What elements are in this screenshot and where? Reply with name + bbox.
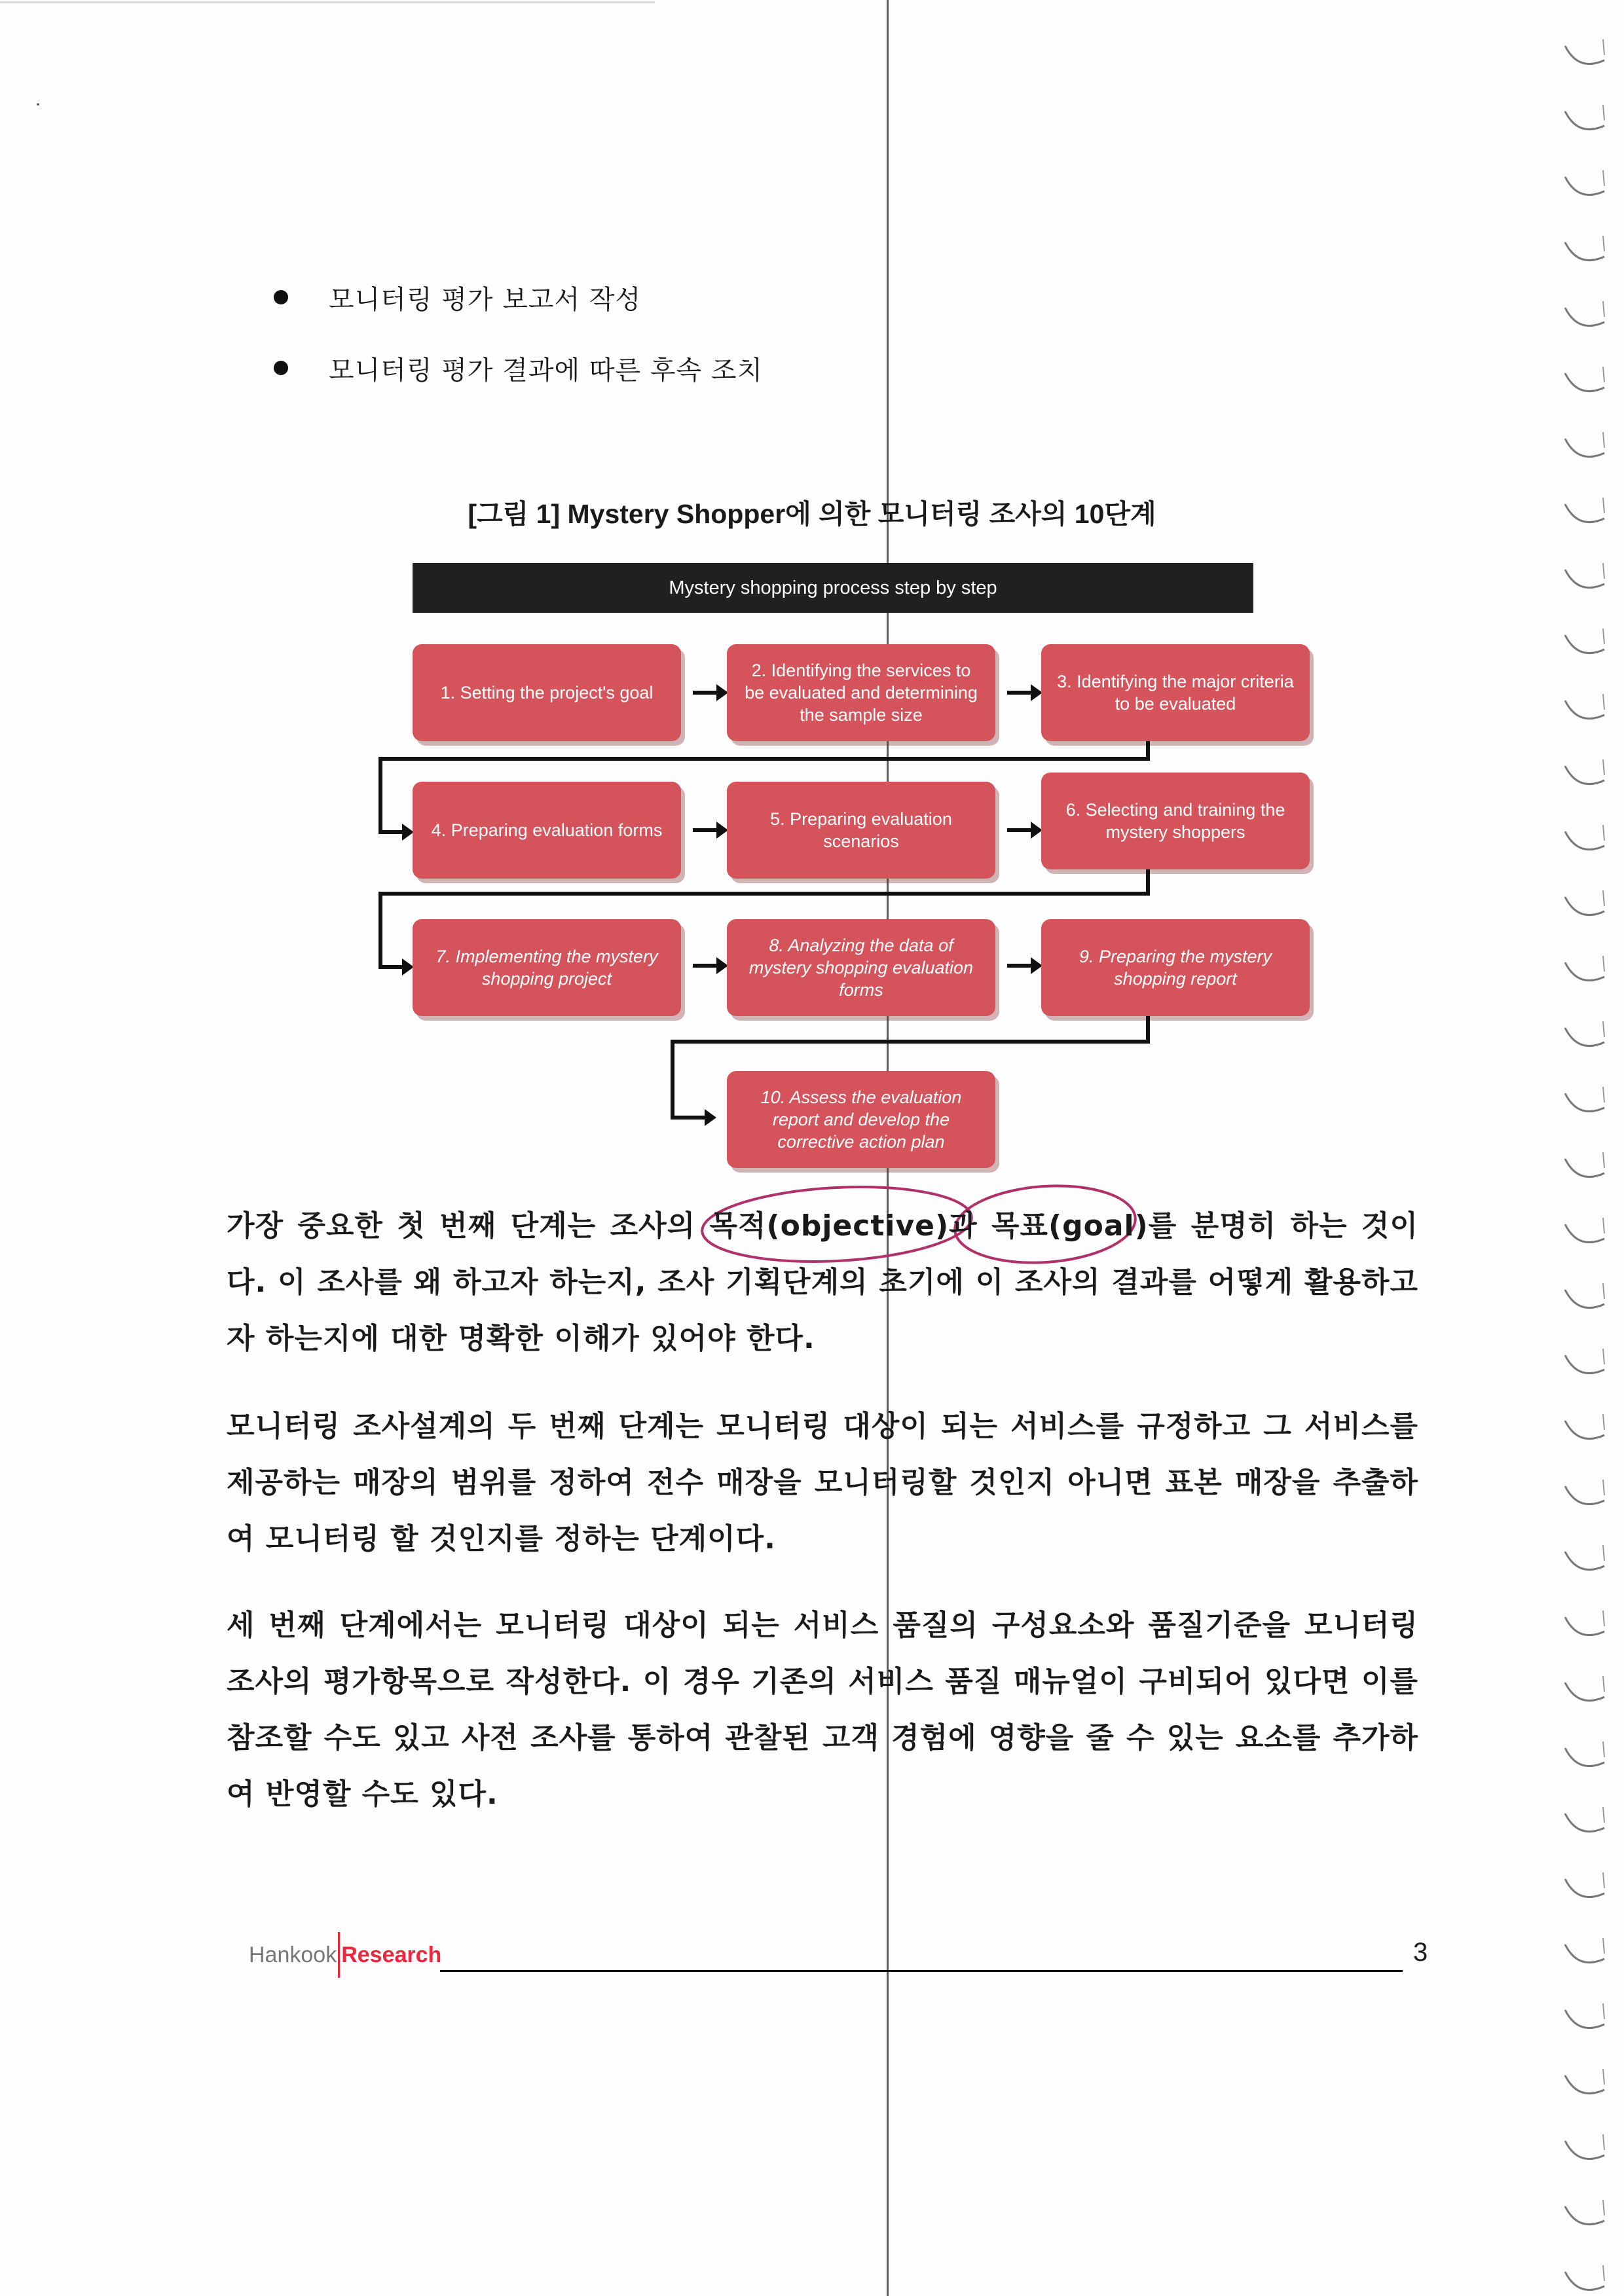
binding-hole-mark <box>1603 367 1604 382</box>
paragraph-step1 <box>227 1198 1418 1367</box>
binding-hole-mark <box>1565 1552 1604 1570</box>
binding-hole-mark <box>1603 890 1604 906</box>
paragraph-step2: 모니터링 조사설계의 두 번째 단계는 모니터링 대상이 되는 서비스를 규정하고 그 서비스를 제공하는 매장의 범위를 정하여 전수 매장을 모니터링할 것인지 아니면 표본 매장을 추출하여 모니터링 할 것인지를 정하는 단계이다. <box>227 1410 1418 1556</box>
binding-hole-mark <box>1603 1545 1604 1561</box>
company-logo: Hankook Research <box>249 1935 441 1975</box>
binding-hole-mark <box>1603 1807 1604 1823</box>
binding-hole-mark <box>1603 1676 1604 1692</box>
binding-hole-mark <box>1565 46 1604 64</box>
binding-hole-mark <box>1603 629 1604 644</box>
binding-hole-mark <box>1603 1741 1604 1757</box>
logo-separator <box>338 1932 340 1978</box>
binding-hole-mark <box>1565 2206 1604 2225</box>
highlighted-term-goal: 목표(goal) <box>991 1209 1149 1243</box>
binding-hole-mark <box>1603 2134 1604 2150</box>
step-box-10: 10. Assess the evaluation report and develop the corrective action plan <box>727 1071 995 1168</box>
binding-hole-mark <box>1565 1944 1604 1963</box>
binding-hole-mark <box>1565 1879 1604 1897</box>
binding-hole-mark <box>1565 242 1604 261</box>
bullet-text: 모니터링 평가 결과에 따른 후속 조치 <box>329 355 764 386</box>
footer-rule <box>440 1970 1403 1972</box>
binding-hole-mark <box>1603 1480 1604 1495</box>
binding-hole-mark <box>1565 2075 1604 2094</box>
binding-hole-mark <box>1603 170 1604 186</box>
step-box-7: 7. Implementing the mystery shopping project <box>413 919 681 1016</box>
binding-hole-mark <box>1565 570 1604 588</box>
binding-hole-mark <box>1603 2069 1604 2085</box>
binding-hole-mark <box>1565 111 1604 130</box>
binding-hole-mark <box>1603 759 1604 775</box>
binding-hole-mark <box>1603 301 1604 317</box>
paragraph-step3: 세 번째 단계에서는 모니터링 대상이 되는 서비스 품질의 구성요소와 품질기준을 모니터링 조사의 평가항목으로 작성한다. 이 경우 기존의 서비스 품질 매뉴얼이 구비되어 있다면 이를 참조할 수도 있고 사전 조사를 통하여 관찰된 고객 경험에 영향을 줄 수 있는 요소를 추가하여 반영할 수도 있다. <box>227 1609 1418 1811</box>
binding-hole-mark <box>1565 831 1604 850</box>
binding-hole-mark <box>1565 1290 1604 1308</box>
step-box-1: 1. Setting the project's goal <box>413 644 681 741</box>
paragraph-text: 를 분명히 하는 것이다. 이 조사를 왜 하고자 하는지, 조사 기획단계의 초기에 이 조사의 결과를 어떻게 활용하고자 하는지에 대한 명확한 이해가 있어야 한다. <box>227 1209 1418 1355</box>
paragraph-text: 과 <box>949 1209 992 1243</box>
binding-hole-mark <box>1565 2141 1604 2159</box>
binding-hole-mark <box>1603 498 1604 513</box>
binding-hole-mark <box>1565 1028 1604 1046</box>
binding-hole-mark <box>1603 2200 1604 2215</box>
binding-hole-mark <box>1603 1938 1604 1954</box>
binding-hole-mark <box>1603 1414 1604 1430</box>
binding-hole-mark <box>1565 1224 1604 1243</box>
binding-hole-mark <box>1565 1617 1604 1635</box>
binding-hole-mark <box>1603 694 1604 710</box>
step-box-2: 2. Identifying the services to be evaluated and determining the sample size <box>727 644 995 741</box>
page-number: 3 <box>1413 1938 1428 1967</box>
binding-hole-mark <box>1565 1093 1604 1112</box>
bullet-text: 모니터링 평가 보고서 작성 <box>329 284 642 315</box>
binding-hole-mark <box>1565 962 1604 981</box>
binding-hole-mark <box>1603 2003 1604 2019</box>
step-box-3: 3. Identifying the major criteria to be evaluated <box>1041 644 1310 741</box>
binding-hole-mark <box>1603 432 1604 448</box>
binding-hole-mark <box>1565 635 1604 653</box>
binding-hole-mark <box>1603 39 1604 55</box>
step-box-6: 6. Selecting and training the mystery shoppers <box>1041 773 1310 869</box>
binding-hole-mark <box>1565 897 1604 915</box>
binding-hole-mark <box>1565 2010 1604 2028</box>
step-box-5: 5. Preparing evaluation scenarios <box>727 782 995 879</box>
binding-hole-mark <box>1603 236 1604 251</box>
binding-hole-mark <box>1565 1683 1604 1701</box>
binding-hole-mark <box>1565 439 1604 457</box>
binding-hole-mark <box>1603 1349 1604 1364</box>
binding-hole-mark <box>1565 504 1604 522</box>
binding-hole-mark <box>1603 825 1604 841</box>
binding-hole-mark <box>1565 701 1604 719</box>
binding-hole-mark <box>1565 373 1604 392</box>
binding-hole-mark <box>1603 1872 1604 1888</box>
binding-hole-mark <box>1603 1021 1604 1037</box>
binding-hole-mark <box>1603 1152 1604 1168</box>
figure-caption: [그림 1] Mystery Shopper에 의한 모니터링 조사의 10단계 <box>468 499 1156 529</box>
binding-hole-mark <box>1603 1218 1604 1233</box>
paragraph-text: 가장 중요한 첫 번째 단계는 조사의 <box>227 1209 710 1243</box>
binding-hole-mark <box>1565 1486 1604 1504</box>
diagram-header: Mystery shopping process step by step <box>413 563 1253 613</box>
binding-hole-mark <box>1565 1813 1604 1832</box>
step-box-8: 8. Analyzing the data of mystery shopping evaluation forms <box>727 919 995 1016</box>
binding-marks <box>1552 0 1624 2296</box>
binding-hole-mark <box>1603 2265 1604 2281</box>
step-box-9: 9. Preparing the mystery shopping report <box>1041 919 1310 1016</box>
binding-hole-mark <box>1603 1087 1604 1102</box>
binding-hole-mark <box>1603 1283 1604 1299</box>
binding-hole-mark <box>1603 105 1604 120</box>
highlighted-term-objective: 목적(objective) <box>709 1209 950 1243</box>
binding-hole-mark <box>1603 956 1604 972</box>
binding-hole-mark <box>1603 563 1604 579</box>
binding-hole-mark <box>1565 177 1604 195</box>
binding-hole-mark <box>1565 1748 1604 1766</box>
binding-hole-mark <box>1565 2272 1604 2290</box>
binding-hole-mark <box>1603 1611 1604 1626</box>
binding-hole-mark <box>1565 308 1604 326</box>
binding-hole-mark <box>1565 1355 1604 1374</box>
step-box-4: 4. Preparing evaluation forms <box>413 782 681 879</box>
binding-hole-mark <box>1565 1421 1604 1439</box>
binding-hole-mark <box>1565 1159 1604 1177</box>
binding-hole-mark <box>1565 766 1604 784</box>
